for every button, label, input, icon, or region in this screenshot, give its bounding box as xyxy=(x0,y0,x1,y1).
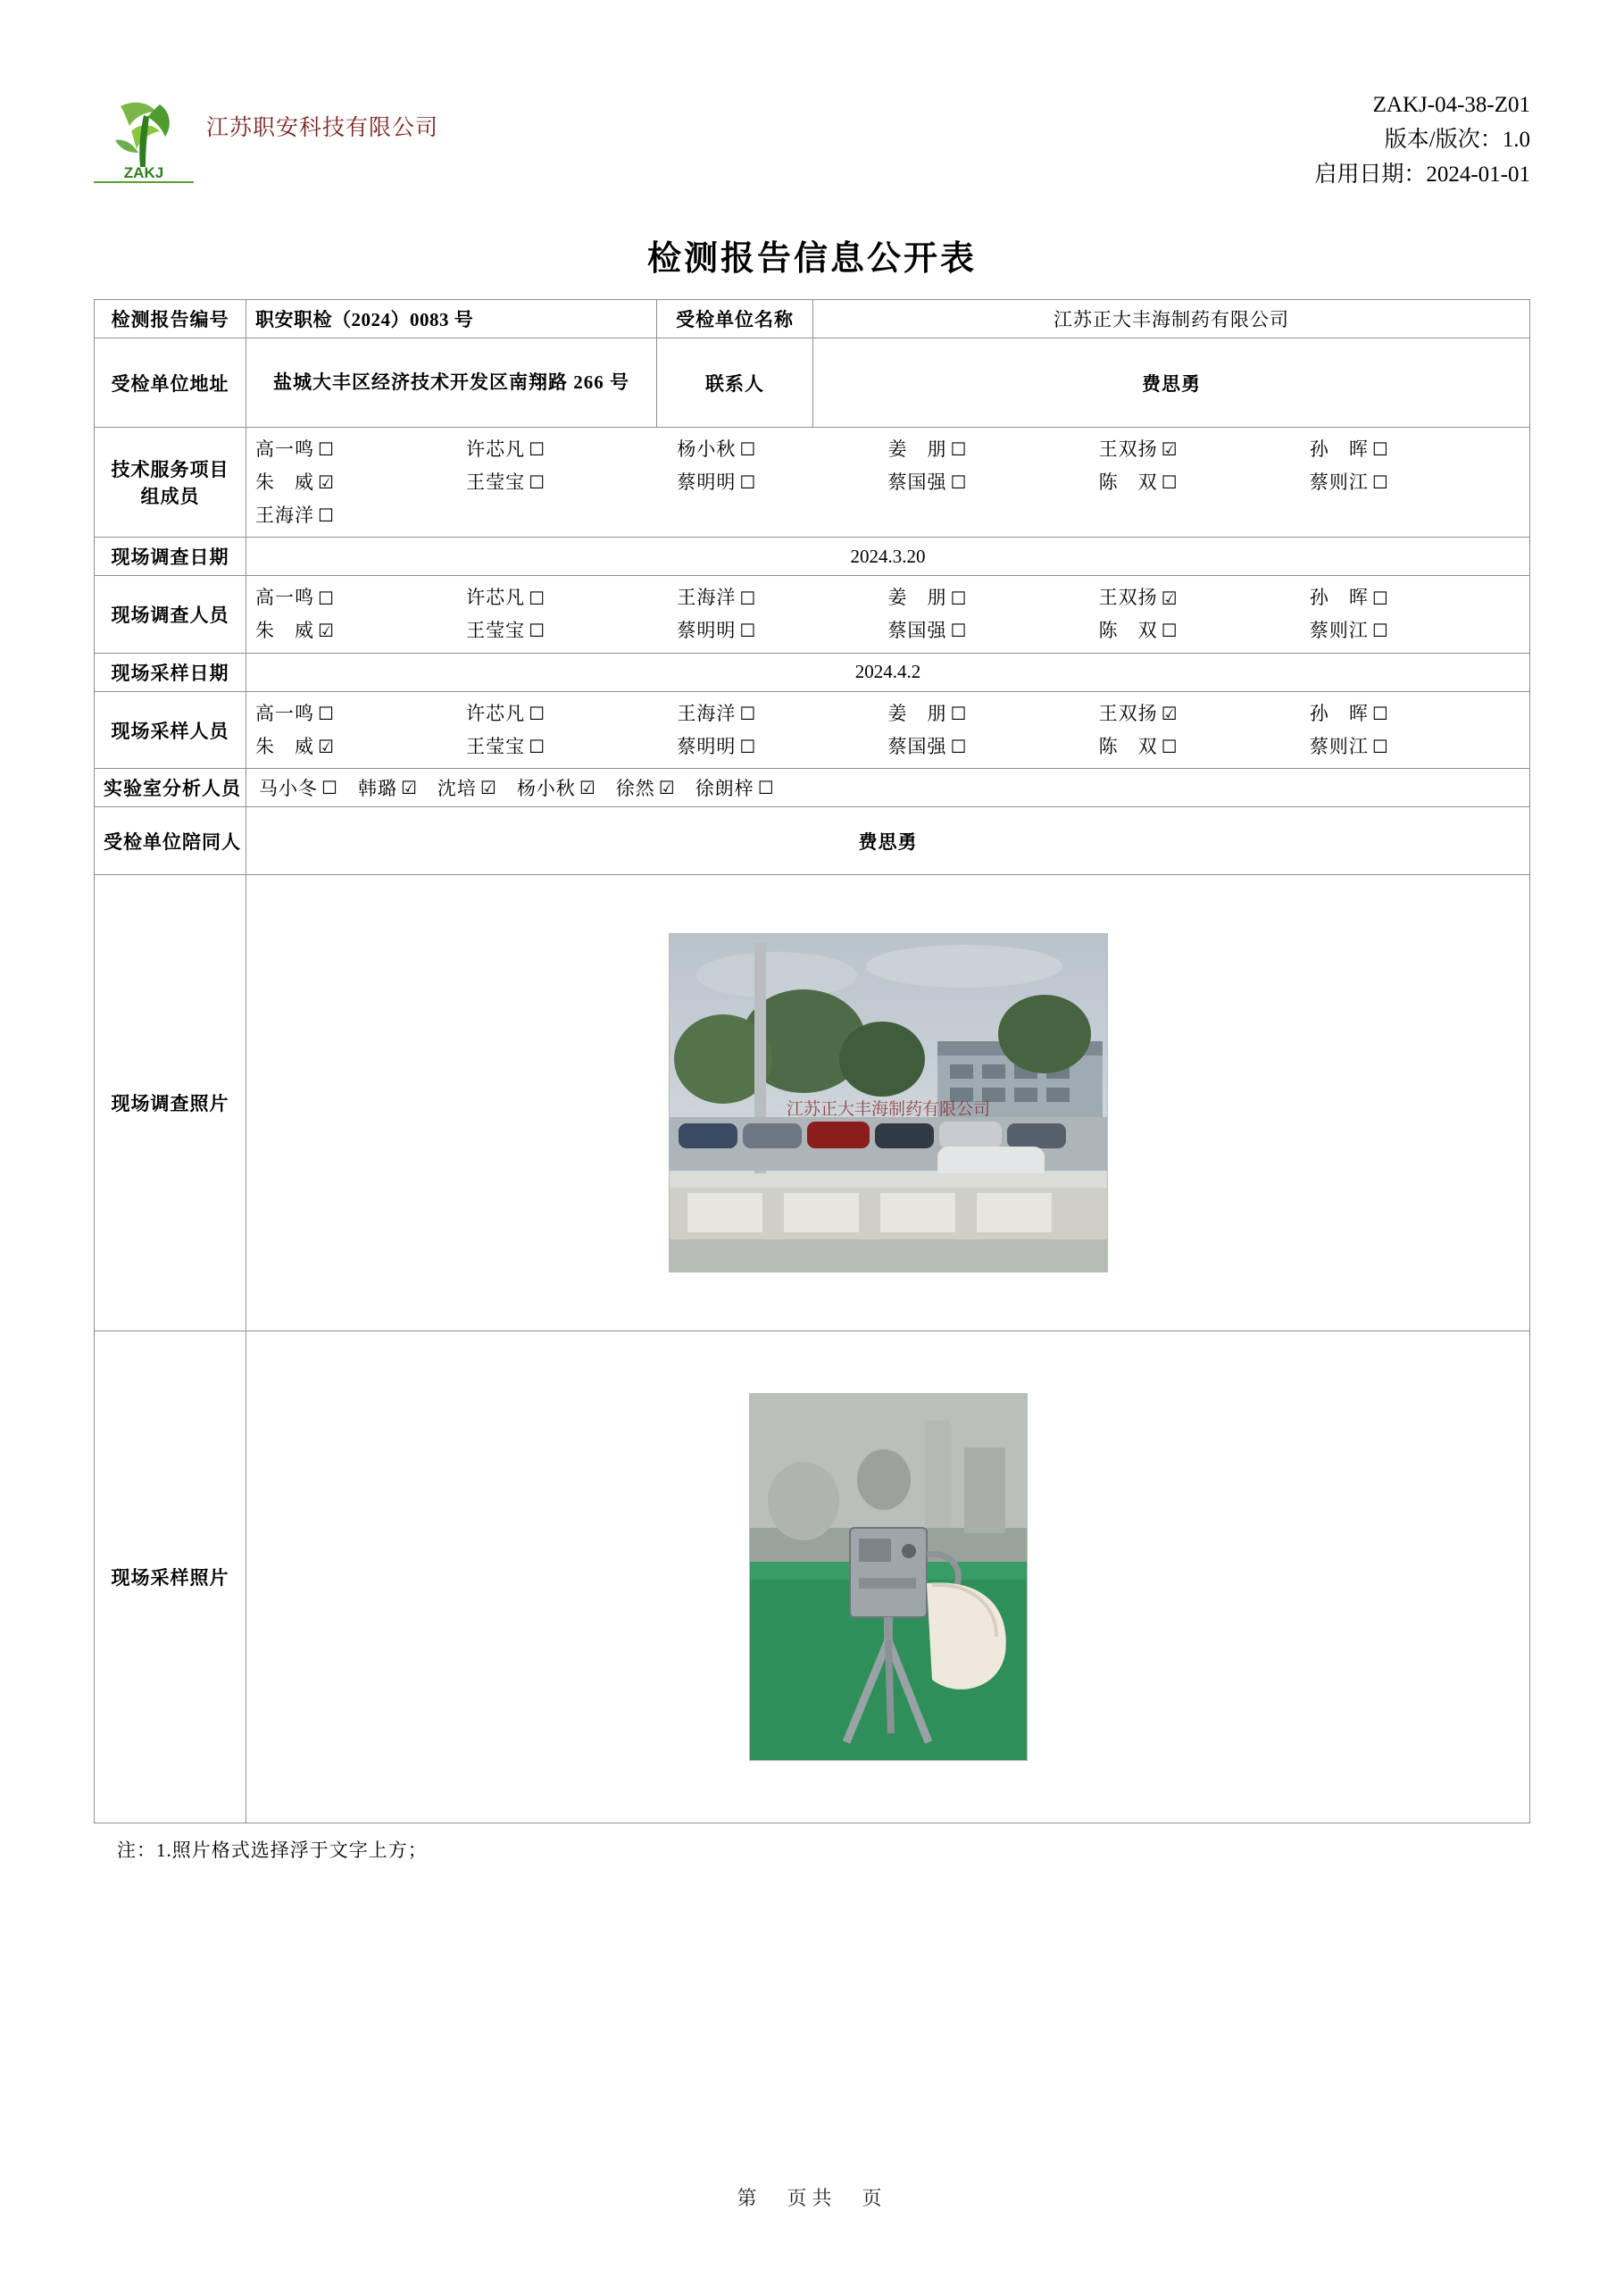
sampling-staff-row-2 xyxy=(255,730,1520,763)
person-checkbox-5[interactable] xyxy=(1099,614,1310,647)
person-checkbox-6[interactable] xyxy=(1310,730,1520,763)
label-client: 受检单位名称 xyxy=(657,300,813,338)
checkbox-unchecked-icon[interactable]: ☐ xyxy=(739,587,757,609)
person-name: 王海洋 xyxy=(677,587,737,609)
sampling-staff-group xyxy=(246,691,1530,769)
person-checkbox-2[interactable] xyxy=(466,697,677,730)
page-footer: 第 页共 页 xyxy=(737,2187,887,2209)
person-checkbox-6[interactable] xyxy=(695,774,775,801)
table-note: 注：1.照片格式选择浮于文字上方； xyxy=(117,1840,428,1862)
table-row-team xyxy=(95,428,1530,538)
person-name: 陈 双 xyxy=(1098,735,1158,757)
person-checkbox-3[interactable] xyxy=(677,433,887,466)
checkbox-unchecked-icon[interactable]: ☐ xyxy=(1371,620,1389,642)
person-name: 徐然 xyxy=(615,778,655,800)
leaf-logo-icon xyxy=(94,85,194,181)
sampling-staff-row-1 xyxy=(255,697,1520,730)
checkbox-unchecked-icon[interactable]: ☐ xyxy=(318,587,335,609)
person-checkbox-3[interactable] xyxy=(677,581,887,614)
label-sampling-date: 现场采样日期 xyxy=(95,653,246,691)
person-checkbox-4[interactable] xyxy=(888,466,1099,499)
person-name: 孙 晖 xyxy=(1309,587,1369,609)
checkbox-unchecked-icon[interactable]: ☐ xyxy=(950,620,968,642)
checkbox-unchecked-icon[interactable]: ☐ xyxy=(739,620,757,642)
person-checkbox-1[interactable] xyxy=(255,697,466,730)
checkbox-checked-icon[interactable]: ☑ xyxy=(1161,703,1178,725)
survey-photo-cell xyxy=(246,875,1530,1331)
survey-photo-watermark: 江苏正大丰海制药有限公司 xyxy=(786,1100,990,1120)
person-name: 高一鸣 xyxy=(255,587,314,609)
team-row-3 xyxy=(255,499,1520,532)
value-survey-date: 2024.3.20 xyxy=(246,538,1530,576)
person-checkbox-5[interactable] xyxy=(1099,433,1310,466)
doc-code: ZAKJ-04-38-Z01 xyxy=(1372,93,1530,117)
survey-staff-row-2 xyxy=(255,614,1520,647)
person-checkbox-2[interactable] xyxy=(466,581,677,614)
person-name: 孙 晖 xyxy=(1309,438,1369,460)
person-checkbox-3[interactable] xyxy=(677,614,887,647)
person-checkbox-4[interactable] xyxy=(888,581,1099,614)
person-checkbox-4[interactable] xyxy=(888,614,1099,647)
sampling-photo-image xyxy=(749,1393,1028,1761)
person-checkbox-5[interactable] xyxy=(1099,697,1310,730)
checkbox-unchecked-icon[interactable]: ☐ xyxy=(529,471,546,494)
lab-staff-row xyxy=(255,774,1520,801)
person-name: 蔡则江 xyxy=(1309,620,1369,641)
label-team: 技术服务项目组成员 xyxy=(95,428,246,538)
person-checkbox-6[interactable] xyxy=(1310,614,1520,647)
checkbox-unchecked-icon[interactable]: ☐ xyxy=(1161,620,1178,642)
person-checkbox-1[interactable] xyxy=(255,433,466,466)
table-row-sampling-staff xyxy=(95,691,1530,769)
checkbox-checked-icon[interactable]: ☑ xyxy=(400,777,418,799)
checkbox-unchecked-icon[interactable]: ☐ xyxy=(950,438,968,461)
person-checkbox-6[interactable] xyxy=(1310,433,1520,466)
person-checkbox-4[interactable] xyxy=(888,730,1099,763)
person-checkbox-3[interactable] xyxy=(677,730,887,763)
person-name: 高一鸣 xyxy=(255,438,314,460)
person-checkbox-5[interactable] xyxy=(616,774,676,801)
person-name: 徐朗梓 xyxy=(695,778,754,800)
person-checkbox-1[interactable] xyxy=(255,499,466,532)
checkbox-unchecked-icon[interactable]: ☐ xyxy=(529,438,546,461)
company-name: 江苏职安科技有限公司 xyxy=(206,115,439,140)
checkbox-unchecked-icon[interactable]: ☐ xyxy=(757,777,775,799)
checkbox-unchecked-icon[interactable]: ☐ xyxy=(950,471,968,494)
label-survey-staff: 现场调查人员 xyxy=(95,576,246,654)
person-name: 许芯凡 xyxy=(466,587,526,609)
person-name: 王莹宝 xyxy=(466,471,526,493)
value-sampling-date: 2024.4.2 xyxy=(246,653,1530,691)
person-name: 王莹宝 xyxy=(466,735,526,757)
value-contact: 费思勇 xyxy=(813,338,1530,428)
person-checkbox-1[interactable] xyxy=(255,614,466,647)
survey-staff-row-1 xyxy=(255,581,1520,614)
checkbox-unchecked-icon[interactable]: ☐ xyxy=(1371,471,1389,494)
checkbox-unchecked-icon[interactable]: ☐ xyxy=(739,735,757,757)
table-row-lab-staff xyxy=(95,769,1530,807)
checkbox-unchecked-icon[interactable]: ☐ xyxy=(950,587,968,609)
person-checkbox-1[interactable] xyxy=(255,730,466,763)
person-checkbox-5[interactable] xyxy=(1099,581,1310,614)
checkbox-checked-icon[interactable]: ☑ xyxy=(579,777,596,799)
checkbox-checked-icon[interactable]: ☑ xyxy=(318,735,335,757)
doc-version: 版本/版次：1.0 xyxy=(1384,127,1530,152)
person-name: 杨小秋 xyxy=(677,438,737,460)
person-name: 蔡国强 xyxy=(887,620,947,641)
table-row-report-no xyxy=(95,300,1530,338)
person-name: 韩璐 xyxy=(357,778,397,800)
value-report-no: 职安职检（2024）0083 号 xyxy=(246,300,657,338)
label-survey-date: 现场调查日期 xyxy=(95,538,246,576)
person-name: 陈 双 xyxy=(1098,471,1158,493)
label-lab-staff: 实验室分析人员 xyxy=(95,769,246,807)
document-header xyxy=(94,85,1530,205)
team-row-2 xyxy=(255,466,1520,499)
person-name: 蔡则江 xyxy=(1309,735,1369,757)
person-checkbox-1[interactable] xyxy=(255,581,466,614)
report-info-table xyxy=(94,299,1530,1823)
survey-staff-group xyxy=(246,576,1530,654)
checkbox-unchecked-icon[interactable]: ☐ xyxy=(1371,587,1389,609)
person-name: 蔡明明 xyxy=(677,471,737,493)
person-checkbox-5[interactable] xyxy=(1099,466,1310,499)
person-name: 马小冬 xyxy=(259,778,318,800)
person-name: 朱 威 xyxy=(255,620,314,641)
checkbox-unchecked-icon[interactable]: ☐ xyxy=(1371,735,1389,757)
checkbox-checked-icon[interactable]: ☑ xyxy=(318,620,335,642)
person-checkbox-6[interactable] xyxy=(1310,581,1520,614)
value-client: 江苏正大丰海制药有限公司 xyxy=(813,300,1530,338)
person-name: 姜 朋 xyxy=(887,702,947,724)
header-meta xyxy=(1314,85,1530,192)
person-checkbox-2[interactable] xyxy=(358,774,418,801)
person-checkbox-3[interactable] xyxy=(437,774,497,801)
table-row-sampling-date xyxy=(95,653,1530,691)
table-row-address xyxy=(95,338,1530,428)
lab-staff-group xyxy=(246,769,1530,807)
person-checkbox-2[interactable] xyxy=(466,466,677,499)
person-name: 蔡明明 xyxy=(677,620,737,641)
table-row-survey-date xyxy=(95,538,1530,576)
person-name: 蔡国强 xyxy=(887,471,947,493)
person-name: 蔡明明 xyxy=(677,735,737,757)
checkbox-checked-icon[interactable]: ☑ xyxy=(318,471,335,494)
checkbox-unchecked-icon[interactable]: ☐ xyxy=(318,438,335,461)
person-name: 杨小秋 xyxy=(516,778,576,800)
checkbox-checked-icon[interactable]: ☑ xyxy=(658,777,676,799)
person-name: 王海洋 xyxy=(255,504,314,526)
person-checkbox-6[interactable] xyxy=(1310,466,1520,499)
label-report-no: 检测报告编号 xyxy=(95,300,246,338)
person-checkbox-5[interactable] xyxy=(1099,730,1310,763)
person-checkbox-2[interactable] xyxy=(466,614,677,647)
label-survey-photo: 现场调查照片 xyxy=(95,875,246,1331)
checkbox-unchecked-icon[interactable]: ☐ xyxy=(1161,471,1178,494)
checkbox-unchecked-icon[interactable]: ☐ xyxy=(1371,438,1389,461)
company-logo xyxy=(94,85,194,183)
team-row-1 xyxy=(255,433,1520,466)
person-checkbox-3[interactable] xyxy=(677,697,887,730)
person-name: 孙 晖 xyxy=(1309,702,1369,724)
table-row-sampling-photo xyxy=(95,1331,1530,1823)
person-checkbox-1[interactable] xyxy=(255,466,466,499)
person-checkbox-6[interactable] xyxy=(1310,697,1520,730)
person-name: 许芯凡 xyxy=(466,702,526,724)
person-name: 沈培 xyxy=(437,778,477,800)
checkbox-unchecked-icon[interactable]: ☐ xyxy=(739,703,757,725)
person-name: 陈 双 xyxy=(1098,620,1158,641)
checkbox-unchecked-icon[interactable]: ☐ xyxy=(318,703,335,725)
label-contact: 联系人 xyxy=(657,338,813,428)
checkbox-unchecked-icon[interactable]: ☐ xyxy=(529,587,546,609)
person-checkbox-4[interactable] xyxy=(888,697,1099,730)
label-sampling-photo: 现场采样照片 xyxy=(95,1331,246,1823)
table-row-survey-staff xyxy=(95,576,1530,654)
person-name: 高一鸣 xyxy=(255,702,314,724)
person-checkbox-4[interactable] xyxy=(517,774,596,801)
checkbox-checked-icon[interactable]: ☑ xyxy=(1161,587,1178,609)
label-address: 受检单位地址 xyxy=(95,338,246,428)
person-name: 朱 威 xyxy=(255,471,314,493)
person-name: 许芯凡 xyxy=(466,438,526,460)
person-name: 王莹宝 xyxy=(466,620,526,641)
survey-photo-image xyxy=(669,933,1108,1272)
person-name: 朱 威 xyxy=(255,735,314,757)
person-name: 蔡则江 xyxy=(1309,471,1369,493)
doc-effective-date: 启用日期：2024-01-01 xyxy=(1314,162,1530,187)
page-title: 检测报告信息公开表 xyxy=(646,240,977,278)
checkbox-unchecked-icon[interactable]: ☐ xyxy=(950,735,968,757)
checkbox-checked-icon[interactable]: ☑ xyxy=(1161,438,1178,461)
person-checkbox-2[interactable] xyxy=(466,433,677,466)
checkbox-unchecked-icon[interactable]: ☐ xyxy=(529,703,546,725)
label-sampling-staff: 现场采样人员 xyxy=(95,691,246,769)
brand-block xyxy=(94,85,438,183)
logo-text: ZAKJ xyxy=(123,164,164,181)
team-members-group xyxy=(246,428,1530,538)
table-row-survey-photo xyxy=(95,875,1530,1331)
checkbox-unchecked-icon[interactable]: ☐ xyxy=(739,438,757,461)
person-checkbox-1[interactable] xyxy=(259,774,338,801)
person-checkbox-4[interactable] xyxy=(888,433,1099,466)
value-address: 盐城大丰区经济技术开发区南翔路 266 号 xyxy=(246,338,657,428)
value-escort: 费思勇 xyxy=(246,807,1530,875)
person-checkbox-2[interactable] xyxy=(466,730,677,763)
person-name: 王海洋 xyxy=(677,702,737,724)
checkbox-checked-icon[interactable]: ☑ xyxy=(479,777,497,799)
checkbox-unchecked-icon[interactable]: ☐ xyxy=(739,471,757,494)
label-escort: 受检单位陪同人 xyxy=(95,807,246,875)
person-checkbox-3[interactable] xyxy=(677,466,887,499)
checkbox-unchecked-icon[interactable]: ☐ xyxy=(318,504,335,526)
person-name: 王双扬 xyxy=(1098,438,1158,460)
sampling-photo-cell xyxy=(246,1331,1530,1823)
checkbox-unchecked-icon[interactable]: ☐ xyxy=(321,777,338,799)
person-name: 王双扬 xyxy=(1098,587,1158,609)
checkbox-unchecked-icon[interactable]: ☐ xyxy=(529,620,546,642)
checkbox-unchecked-icon[interactable]: ☐ xyxy=(950,703,968,725)
checkbox-unchecked-icon[interactable]: ☐ xyxy=(1161,735,1178,757)
person-name: 王双扬 xyxy=(1098,702,1158,724)
person-name: 姜 朋 xyxy=(887,438,947,460)
table-row-escort xyxy=(95,807,1530,875)
checkbox-unchecked-icon[interactable]: ☐ xyxy=(529,735,546,757)
checkbox-unchecked-icon[interactable]: ☐ xyxy=(1371,703,1389,725)
person-name: 姜 朋 xyxy=(887,587,947,609)
person-name: 蔡国强 xyxy=(887,735,947,757)
